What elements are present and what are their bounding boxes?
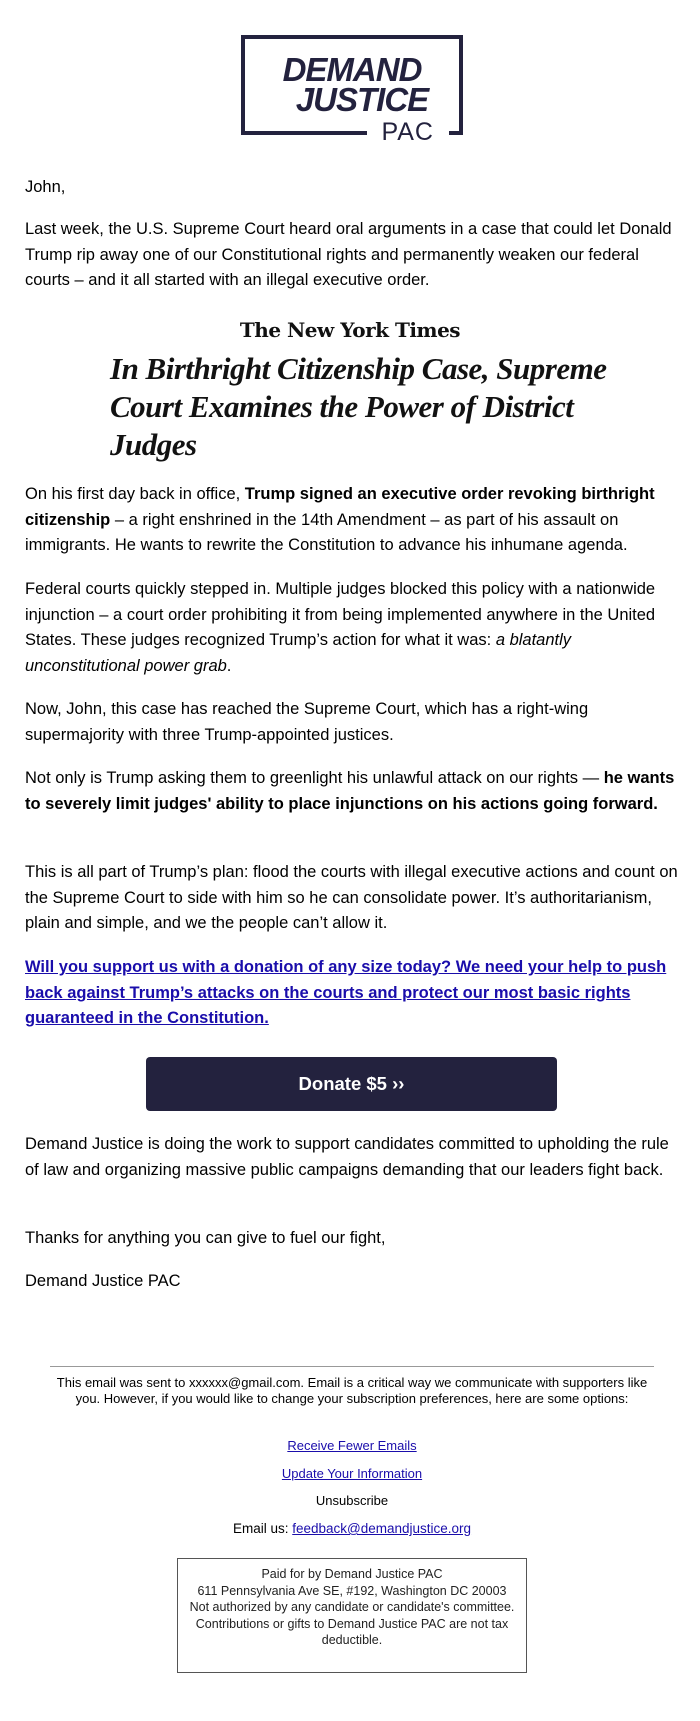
- executive-order-paragraph: On his first day back in office, Trump signed an executive order revoking birthright citizenship – a right enshrined in the 14th Amendment – as part of his assault on immigrants. He wants to rewrite the Constitution to advance his inhumane agenda.: [25, 485, 655, 554]
- feedback-email-link[interactable]: feedback@demandjustice.org: [292, 1521, 472, 1536]
- mission-paragraph: Demand Justice is doing the work to support candidates committed to upholding the rule of law and organizing massive public campaigns demanding that our leaders fight back.: [25, 1135, 669, 1179]
- paid-for-disclaimer: [177, 1558, 527, 1673]
- disclaimer-line-1: Paid for by Demand Justice PAC: [261, 1567, 443, 1581]
- supreme-court-paragraph: Now, John, this case has reached the Supreme Court, which has a right-wing supermajority with three Trump-appointed justices.: [25, 700, 589, 744]
- footer-links: [45, 1438, 659, 1454]
- logo-line-demand: DEMAND: [282, 51, 422, 88]
- intro-paragraph: Last week, the U.S. Supreme Court heard oral arguments in a case that could let Donald Trump rip away one of our Constitutional rights and permanently weaken our federal courts – and it all started with an illegal executive order.: [25, 220, 672, 289]
- footer-divider: [50, 1366, 654, 1367]
- nyt-masthead: The New York Times: [239, 318, 461, 342]
- unsubscribe-link[interactable]: Unsubscribe: [315, 1493, 389, 1508]
- donate-button[interactable]: Donate $5 ››: [146, 1057, 557, 1111]
- disclaimer-line-3: Not authorized by any candidate or candidate's committee.: [189, 1600, 515, 1614]
- thanks-line: Thanks for anything you can give to fuel our fight,: [25, 1229, 386, 1247]
- logo-pac: PAC: [378, 118, 437, 147]
- footer-email-line: Email us: feedback@demandjustice.org: [232, 1521, 472, 1536]
- disclaimer-line-4: Contributions or gifts to Demand Justice PAC are not tax deductible.: [195, 1616, 509, 1647]
- greeting: John,: [25, 178, 66, 196]
- injunction-bold: he wants to severely limit judges' ability to place injunctions on his actions going forward.: [25, 769, 675, 813]
- cta-paragraph: [25, 955, 680, 1032]
- demand-justice-pac-logo: [241, 35, 463, 146]
- injunction-paragraph: Not only is Trump asking them to greenlight his unlawful attack on our rights — he wants to severely limit judges' ability to place injunctions on his actions going forward.: [25, 769, 675, 813]
- receive-fewer-emails-link[interactable]: Receive Fewer Emails: [287, 1438, 417, 1453]
- footer-notice: This email was sent to xxxxxx@gmail.com. Email is a critical way we communicate with supporters like you. However, if you would like to change your subscription preferences, here are some options:: [56, 1375, 648, 1406]
- courts-paragraph: Federal courts quickly stepped in. Multiple judges blocked this policy with a nationwide injunction – a court order prohibiting it from being implemented anywhere in the United States. These judges recognized Trump’s action for what it was: a blatantly unconstitutional power grab.: [25, 580, 656, 675]
- donation-cta-link[interactable]: Will you support us with a donation of any size today? We need your help to push back against Trump’s attacks on the courts and protect our most basic rights guaranteed in the Constitution.: [25, 958, 667, 1027]
- executive-order-bold: Trump signed an executive order revoking birthright citizenship: [25, 485, 655, 529]
- plan-paragraph: This is all part of Trump’s plan: flood the courts with illegal executive actions and count on the Supreme Court to side with him so he can consolidate power. It’s authoritarianism, plain and simple, and we the people can’t allow it.: [25, 863, 678, 932]
- disclaimer-line-2: 611 Pennsylvania Ave SE, #192, Washington DC 20003: [197, 1583, 507, 1598]
- power-grab-italic: a blatantly unconstitutional power grab: [25, 631, 572, 675]
- signature: Demand Justice PAC: [25, 1272, 181, 1290]
- logo-line-justice: JUSTICE: [295, 81, 429, 118]
- nyt-headline: In Birthright Citizenship Case, Supreme Court Examines the Power of District Judges: [110, 351, 607, 462]
- update-information-link[interactable]: Update Your Information: [281, 1466, 423, 1481]
